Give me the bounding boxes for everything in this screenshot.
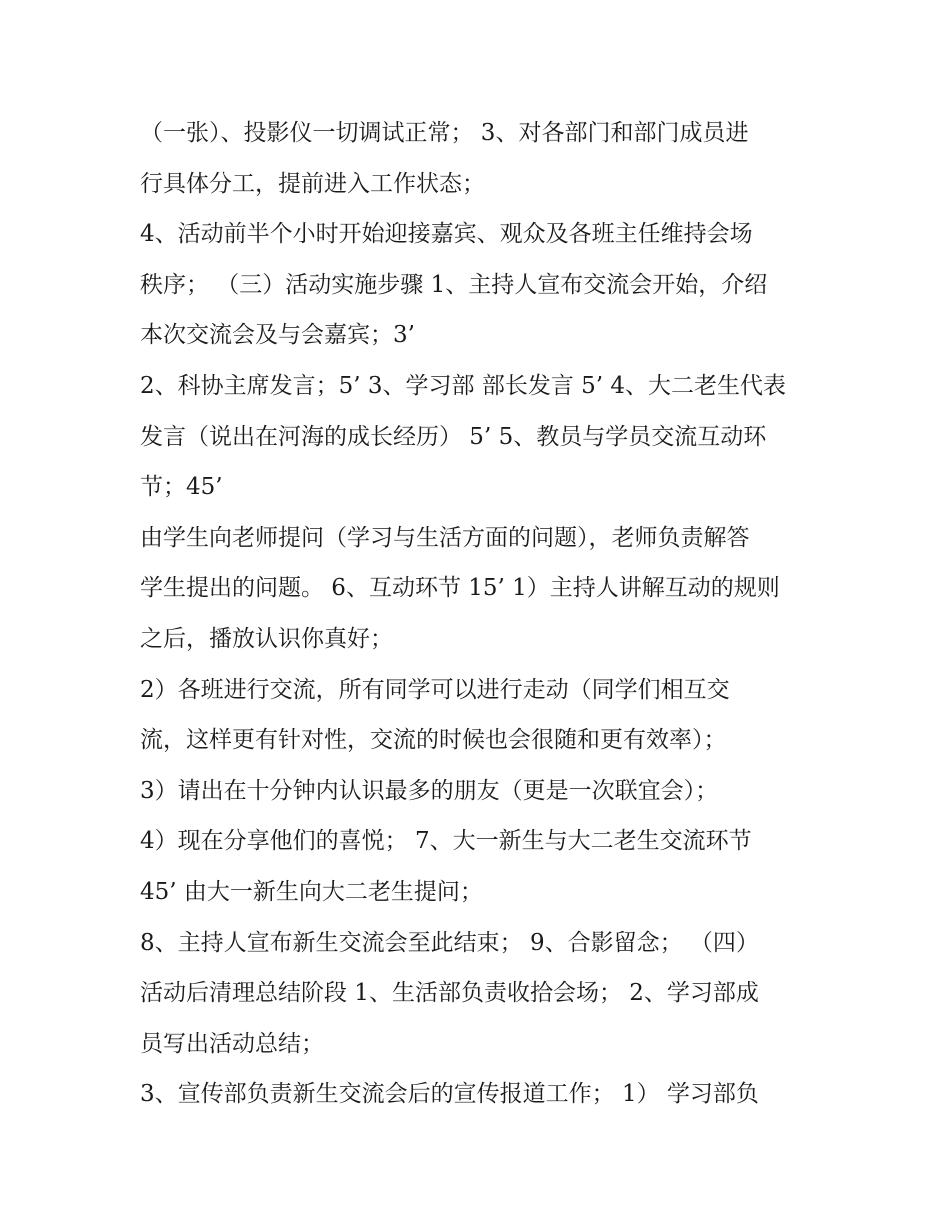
text-line: 3、宣传部负责新生交流会后的宣传报道工作； 1） 学习部负 bbox=[140, 1081, 759, 1108]
text-line: 45’ 由大一新生向大二老生提问； bbox=[140, 878, 483, 905]
text-line: 节；45’ bbox=[140, 474, 223, 501]
text-line: 8、主持人宣布新生交流会至此结束； 9、合影留念； （四） bbox=[140, 929, 759, 956]
text-line: 由学生向老师提问（学习与生活方面的问题），老师负责解答 bbox=[140, 524, 750, 551]
text-line: 2）各班进行交流，所有同学可以进行走动（同学们相互交 bbox=[140, 676, 730, 703]
text-line: 3）请出在十分钟内认识最多的朋友（更是一次联宜会）； bbox=[140, 777, 719, 804]
text-line: 4）现在分享他们的喜悦； 7、大一新生与大二老生交流环节 bbox=[140, 828, 752, 855]
text-line: 4、活动前半个小时开始迎接嘉宾、观众及各班主任维持会场 bbox=[140, 221, 753, 248]
document-body bbox=[140, 108, 830, 1120]
text-line: （一张）、投影仪一切调试正常； 3、对各部门和部门成员进 bbox=[140, 120, 749, 146]
text-line: 秩序； （三）活动实施步骤 1、主持人宣布交流会开始，介绍 bbox=[140, 271, 768, 298]
text-line: 活动后清理总结阶段 1、生活部负责收拾会场； 2、学习部成 bbox=[140, 980, 759, 1007]
text-line: 2、科协主席发言；5’ 3、学习部 部长发言 5’ 4、大二老生代表 bbox=[140, 372, 787, 399]
text-line: 行具体分工，提前进入工作状态； bbox=[140, 170, 485, 197]
text-line: 学生提出的问题。 6、互动环节 15’ 1）主持人讲解互动的规则 bbox=[140, 575, 780, 602]
text-line: 发言（说出在河海的成长经历） 5’ 5、教员与学员交流互动环 bbox=[140, 423, 767, 450]
text-line: 流，这样更有针对性，交流的时候也会很随和更有效率）； bbox=[140, 727, 727, 754]
text-line: 本次交流会及与会嘉宾；3’ bbox=[140, 322, 415, 349]
text-line: 员写出活动总结； bbox=[140, 1030, 324, 1057]
text-line: 之后，播放认识你真好； bbox=[140, 625, 393, 652]
